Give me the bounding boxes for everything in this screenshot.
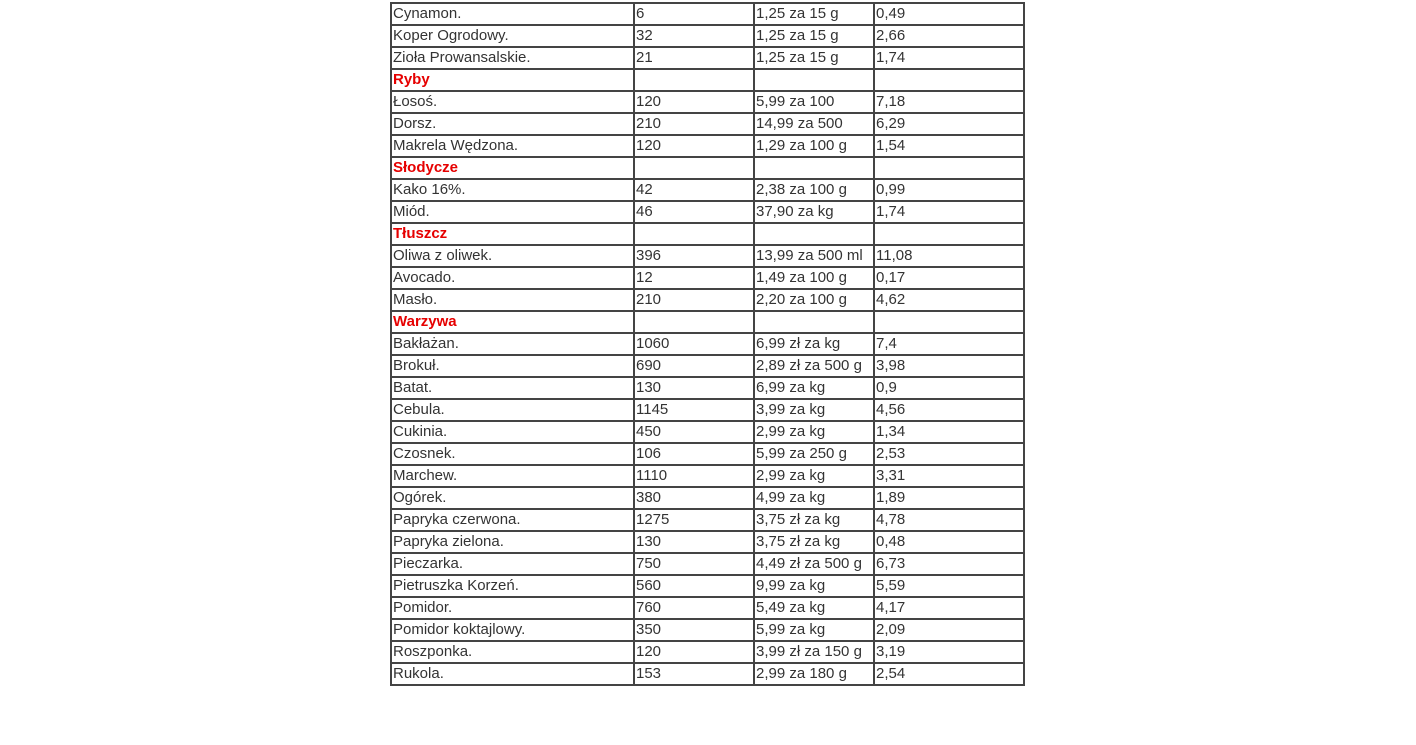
ingredient-price-table <box>390 2 1025 686</box>
quantity-cell: 560 <box>634 575 754 597</box>
cost-cell: 0,49 <box>874 3 1024 25</box>
unit-price-cell: 6,99 zł za kg <box>754 333 874 355</box>
table-row <box>391 443 1024 465</box>
quantity-cell: 120 <box>634 91 754 113</box>
unit-price-cell: 2,38 za 100 g <box>754 179 874 201</box>
item-name-cell: Papryka czerwona. <box>391 509 634 531</box>
unit-price-cell: 3,75 zł za kg <box>754 509 874 531</box>
quantity-cell: 1275 <box>634 509 754 531</box>
cost-cell: 5,59 <box>874 575 1024 597</box>
unit-price-cell: 5,99 za 250 g <box>754 443 874 465</box>
category-heading: Ryby <box>391 69 634 91</box>
category-heading: Warzywa <box>391 311 634 333</box>
item-name-cell: Pomidor. <box>391 597 634 619</box>
quantity-cell: 1110 <box>634 465 754 487</box>
item-name-cell: Ogórek. <box>391 487 634 509</box>
table-row <box>391 399 1024 421</box>
empty-cell <box>754 69 874 91</box>
unit-price-cell: 6,99 za kg <box>754 377 874 399</box>
unit-price-cell: 1,25 za 15 g <box>754 25 874 47</box>
table-row <box>391 135 1024 157</box>
unit-price-cell: 4,99 za kg <box>754 487 874 509</box>
unit-price-cell: 1,25 za 15 g <box>754 47 874 69</box>
item-name-cell: Czosnek. <box>391 443 634 465</box>
quantity-cell: 1145 <box>634 399 754 421</box>
cost-cell: 4,62 <box>874 289 1024 311</box>
cost-cell: 7,4 <box>874 333 1024 355</box>
quantity-cell: 153 <box>634 663 754 685</box>
unit-price-cell: 2,89 zł za 500 g <box>754 355 874 377</box>
item-name-cell: Cukinia. <box>391 421 634 443</box>
cost-cell: 7,18 <box>874 91 1024 113</box>
item-name-cell: Brokuł. <box>391 355 634 377</box>
cost-cell: 0,9 <box>874 377 1024 399</box>
quantity-cell: 130 <box>634 531 754 553</box>
table-row <box>391 597 1024 619</box>
table-row <box>391 377 1024 399</box>
item-name-cell: Cebula. <box>391 399 634 421</box>
table-body <box>391 3 1024 685</box>
empty-cell <box>874 311 1024 333</box>
cost-cell: 3,98 <box>874 355 1024 377</box>
quantity-cell: 6 <box>634 3 754 25</box>
category-heading: Tłuszcz <box>391 223 634 245</box>
item-name-cell: Masło. <box>391 289 634 311</box>
quantity-cell: 1060 <box>634 333 754 355</box>
item-name-cell: Pomidor koktajlowy. <box>391 619 634 641</box>
quantity-cell: 760 <box>634 597 754 619</box>
table-row <box>391 333 1024 355</box>
unit-price-cell: 1,49 za 100 g <box>754 267 874 289</box>
item-name-cell: Rukola. <box>391 663 634 685</box>
table-row <box>391 201 1024 223</box>
cost-cell: 4,78 <box>874 509 1024 531</box>
table-row <box>391 421 1024 443</box>
table-row <box>391 113 1024 135</box>
cost-cell: 2,54 <box>874 663 1024 685</box>
table-row <box>391 25 1024 47</box>
item-name-cell: Avocado. <box>391 267 634 289</box>
quantity-cell: 750 <box>634 553 754 575</box>
empty-cell <box>634 223 754 245</box>
category-heading: Słodycze <box>391 157 634 179</box>
item-name-cell: Marchew. <box>391 465 634 487</box>
cost-cell: 11,08 <box>874 245 1024 267</box>
table-row <box>391 619 1024 641</box>
table-row <box>391 487 1024 509</box>
quantity-cell: 690 <box>634 355 754 377</box>
unit-price-cell: 1,29 za 100 g <box>754 135 874 157</box>
item-name-cell: Kako 16%. <box>391 179 634 201</box>
quantity-cell: 32 <box>634 25 754 47</box>
table-row <box>391 531 1024 553</box>
table-row <box>391 3 1024 25</box>
cost-cell: 1,34 <box>874 421 1024 443</box>
table-row <box>391 267 1024 289</box>
cost-cell: 2,66 <box>874 25 1024 47</box>
quantity-cell: 350 <box>634 619 754 641</box>
table-row <box>391 289 1024 311</box>
table-row <box>391 179 1024 201</box>
table-row <box>391 575 1024 597</box>
cost-cell: 3,19 <box>874 641 1024 663</box>
quantity-cell: 380 <box>634 487 754 509</box>
cost-cell: 0,17 <box>874 267 1024 289</box>
quantity-cell: 130 <box>634 377 754 399</box>
quantity-cell: 42 <box>634 179 754 201</box>
unit-price-cell: 3,99 za kg <box>754 399 874 421</box>
item-name-cell: Cynamon. <box>391 3 634 25</box>
table-row <box>391 509 1024 531</box>
unit-price-cell: 3,75 zł za kg <box>754 531 874 553</box>
quantity-cell: 120 <box>634 135 754 157</box>
unit-price-cell: 2,99 za 180 g <box>754 663 874 685</box>
cost-cell: 6,29 <box>874 113 1024 135</box>
table-row <box>391 553 1024 575</box>
quantity-cell: 210 <box>634 113 754 135</box>
item-name-cell: Papryka zielona. <box>391 531 634 553</box>
empty-cell <box>874 157 1024 179</box>
cost-cell: 3,31 <box>874 465 1024 487</box>
unit-price-cell: 14,99 za 500 <box>754 113 874 135</box>
unit-price-cell: 37,90 za kg <box>754 201 874 223</box>
empty-cell <box>874 69 1024 91</box>
empty-cell <box>874 223 1024 245</box>
unit-price-cell: 2,20 za 100 g <box>754 289 874 311</box>
quantity-cell: 21 <box>634 47 754 69</box>
quantity-cell: 106 <box>634 443 754 465</box>
cost-cell: 1,74 <box>874 201 1024 223</box>
empty-cell <box>634 157 754 179</box>
table-row <box>391 465 1024 487</box>
empty-cell <box>634 311 754 333</box>
cost-cell: 1,74 <box>874 47 1024 69</box>
category-row <box>391 157 1024 179</box>
unit-price-cell: 3,99 zł za 150 g <box>754 641 874 663</box>
unit-price-cell: 1,25 za 15 g <box>754 3 874 25</box>
category-row <box>391 311 1024 333</box>
cost-cell: 0,48 <box>874 531 1024 553</box>
unit-price-cell: 4,49 zł za 500 g <box>754 553 874 575</box>
table-row <box>391 663 1024 685</box>
item-name-cell: Zioła Prowansalskie. <box>391 47 634 69</box>
table-row <box>391 355 1024 377</box>
table-row <box>391 91 1024 113</box>
unit-price-cell: 2,99 za kg <box>754 465 874 487</box>
category-row <box>391 223 1024 245</box>
table-row <box>391 47 1024 69</box>
item-name-cell: Makrela Wędzona. <box>391 135 634 157</box>
empty-cell <box>754 157 874 179</box>
item-name-cell: Pietruszka Korzeń. <box>391 575 634 597</box>
quantity-cell: 210 <box>634 289 754 311</box>
cost-cell: 4,17 <box>874 597 1024 619</box>
cost-cell: 1,89 <box>874 487 1024 509</box>
item-name-cell: Dorsz. <box>391 113 634 135</box>
empty-cell <box>754 311 874 333</box>
unit-price-cell: 13,99 za 500 ml <box>754 245 874 267</box>
unit-price-cell: 5,49 za kg <box>754 597 874 619</box>
cost-cell: 6,73 <box>874 553 1024 575</box>
item-name-cell: Batat. <box>391 377 634 399</box>
quantity-cell: 396 <box>634 245 754 267</box>
cost-cell: 2,53 <box>874 443 1024 465</box>
cost-cell: 1,54 <box>874 135 1024 157</box>
item-name-cell: Koper Ogrodowy. <box>391 25 634 47</box>
unit-price-cell: 5,99 za 100 <box>754 91 874 113</box>
quantity-cell: 120 <box>634 641 754 663</box>
cost-cell: 0,99 <box>874 179 1024 201</box>
item-name-cell: Pieczarka. <box>391 553 634 575</box>
empty-cell <box>754 223 874 245</box>
quantity-cell: 450 <box>634 421 754 443</box>
empty-cell <box>634 69 754 91</box>
table-row <box>391 641 1024 663</box>
cost-cell: 4,56 <box>874 399 1024 421</box>
table-row <box>391 245 1024 267</box>
item-name-cell: Roszponka. <box>391 641 634 663</box>
item-name-cell: Łosoś. <box>391 91 634 113</box>
unit-price-cell: 9,99 za kg <box>754 575 874 597</box>
category-row <box>391 69 1024 91</box>
cost-cell: 2,09 <box>874 619 1024 641</box>
item-name-cell: Miód. <box>391 201 634 223</box>
quantity-cell: 46 <box>634 201 754 223</box>
item-name-cell: Bakłażan. <box>391 333 634 355</box>
item-name-cell: Oliwa z oliwek. <box>391 245 634 267</box>
unit-price-cell: 2,99 za kg <box>754 421 874 443</box>
unit-price-cell: 5,99 za kg <box>754 619 874 641</box>
quantity-cell: 12 <box>634 267 754 289</box>
